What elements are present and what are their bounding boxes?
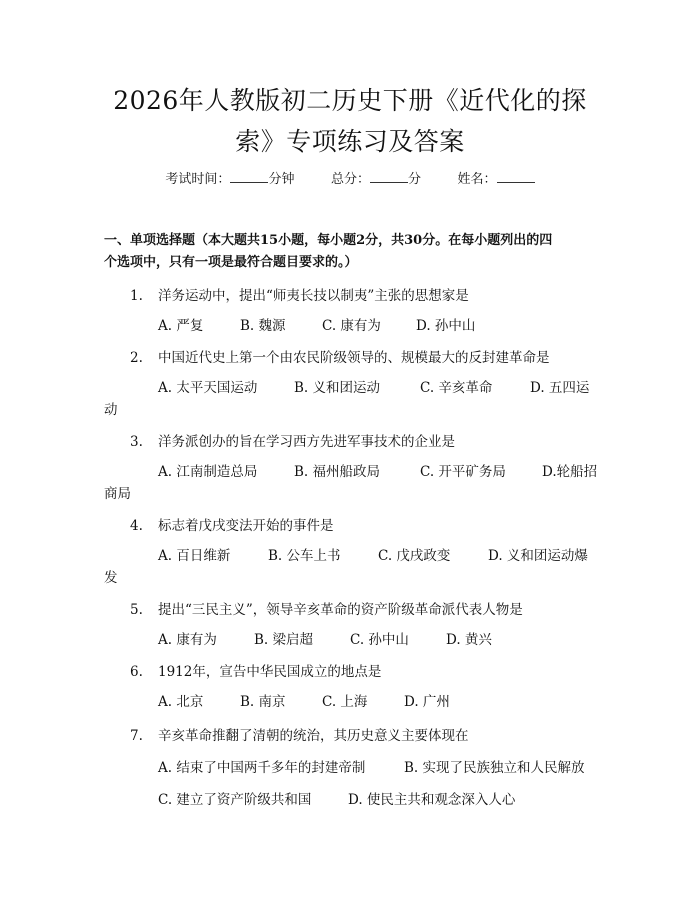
question-1-options xyxy=(158,314,475,334)
name-label: 姓名： xyxy=(457,172,497,187)
question-4-option-wrap: 发 xyxy=(104,570,118,586)
total-score-unit: 分 xyxy=(408,172,422,187)
option-d: D. 义和团运动爆 xyxy=(488,548,588,564)
question-5 xyxy=(130,598,523,618)
option-a: A. 江南制造总局 xyxy=(158,464,258,480)
option-a: A. 百日维新 xyxy=(158,548,231,564)
question-stem: 中国近代史上第一个由农民阶级领导的、规模最大的反封建革命是 xyxy=(158,350,550,366)
question-7-options-row-2 xyxy=(158,788,515,808)
title-line-2: 索》专项练习及答案 xyxy=(235,127,465,156)
section-header-line-2: 个选项中，只有一项是最符合题目要求的。） xyxy=(104,255,358,270)
question-number: 7. xyxy=(130,728,143,744)
question-stem: 标志着戊戌变法开始的事件是 xyxy=(158,518,334,534)
question-5-options xyxy=(158,628,492,648)
exam-info xyxy=(0,168,700,187)
option-c: C. 建立了资产阶级共和国 xyxy=(158,792,312,808)
question-3-option-wrap: 商局 xyxy=(104,486,131,502)
total-score-label: 总分： xyxy=(330,172,370,187)
option-c: C. 戊戌政变 xyxy=(378,548,451,564)
question-number: 2. xyxy=(130,350,143,366)
question-6 xyxy=(130,660,381,680)
option-c: C. 上海 xyxy=(322,694,368,710)
option-b: B. 梁启超 xyxy=(254,632,314,648)
question-6-options xyxy=(158,690,450,710)
question-1 xyxy=(130,284,469,304)
question-2-option-wrap: 动 xyxy=(104,402,118,418)
option-c: C. 康有为 xyxy=(322,318,381,334)
title-line-1: 2026年人教版初二历史下册《近代化的探 xyxy=(113,86,587,115)
option-d: D. 孙中山 xyxy=(416,318,476,334)
option-a: A. 结束了中国两千多年的封建帝制 xyxy=(158,760,366,776)
total-score-field xyxy=(331,172,421,187)
question-2-options xyxy=(158,376,589,396)
question-4 xyxy=(130,514,334,534)
question-number: 5. xyxy=(130,602,143,618)
section-header-line-1: 一、单项选择题（本大题共15小题，每小题2分，共30分。在每小题列出的四 xyxy=(104,233,553,248)
question-number: 4. xyxy=(130,518,143,534)
question-stem: 提出“三民主义”，领导辛亥革命的资产阶级革命派代表人物是 xyxy=(158,602,523,618)
question-stem: 1912年，宣告中华民国成立的地点是 xyxy=(158,664,382,680)
exam-time-label: 考试时间： xyxy=(165,172,231,187)
question-4-options xyxy=(158,544,588,564)
question-stem: 洋务派创办的旨在学习西方先进军事技术的企业是 xyxy=(158,434,455,450)
exam-time-field xyxy=(165,172,294,187)
option-b: B. 福州船政局 xyxy=(294,464,381,480)
option-b: B. 实现了民族独立和人民解放 xyxy=(404,760,585,776)
question-3 xyxy=(130,430,455,450)
option-d: D. 广州 xyxy=(404,694,450,710)
option-a: A. 康有为 xyxy=(158,632,217,648)
question-stem: 辛亥革命推翻了清朝的统治，其历史意义主要体现在 xyxy=(158,728,469,744)
name-field xyxy=(458,172,535,187)
option-b: B. 义和团运动 xyxy=(294,380,381,396)
option-b: B. 魏源 xyxy=(240,318,286,334)
option-a: A. 太平天国运动 xyxy=(158,380,258,396)
question-2 xyxy=(130,346,550,366)
option-d: D. 黄兴 xyxy=(446,632,492,648)
option-c: C. 孙中山 xyxy=(350,632,409,648)
option-b: B. 南京 xyxy=(240,694,286,710)
question-7-options-row-1 xyxy=(158,756,585,776)
option-d: D.轮船招 xyxy=(542,464,598,480)
exam-time-blank xyxy=(230,170,268,183)
question-number: 6. xyxy=(130,664,143,680)
question-7 xyxy=(130,724,469,744)
option-d: D. 五四运 xyxy=(530,380,590,396)
question-number: 3. xyxy=(130,434,143,450)
option-b: B. 公车上书 xyxy=(268,548,341,564)
question-stem: 洋务运动中，提出“师夷长技以制夷”主张的思想家是 xyxy=(158,288,469,304)
section-header xyxy=(104,230,604,274)
document-title xyxy=(60,80,640,162)
option-c: C. 辛亥革命 xyxy=(420,380,493,396)
exam-time-unit: 分钟 xyxy=(268,172,295,187)
total-score-blank xyxy=(370,170,408,183)
option-c: C. 开平矿务局 xyxy=(420,464,506,480)
question-number: 1. xyxy=(130,288,143,304)
option-a: A. 严复 xyxy=(158,318,204,334)
name-blank xyxy=(497,170,535,183)
question-3-options xyxy=(158,460,597,480)
option-a: A. 北京 xyxy=(158,694,204,710)
option-d: D. 使民主共和观念深入人心 xyxy=(348,792,516,808)
